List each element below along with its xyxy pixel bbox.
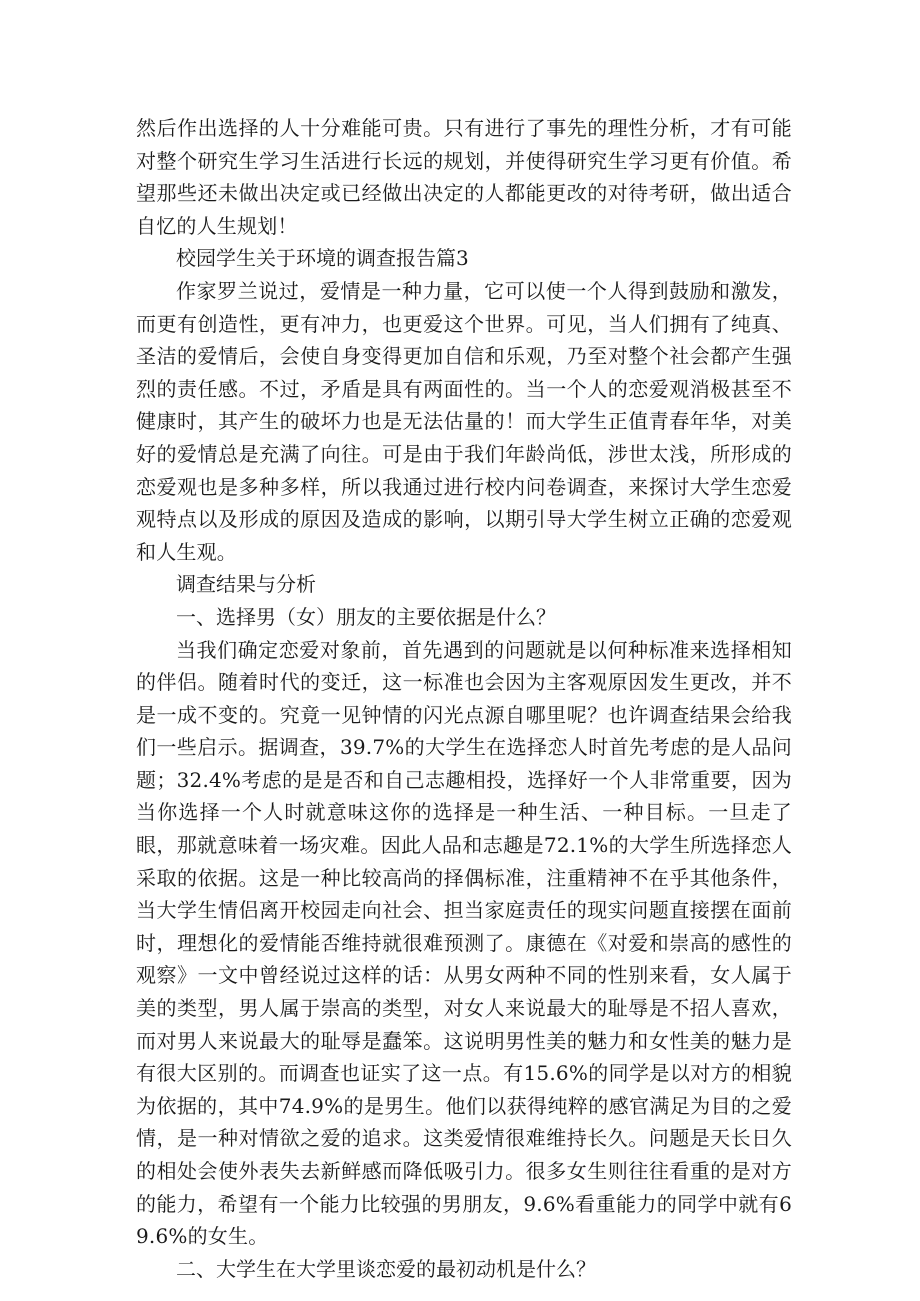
paragraph-continuation: 然后作出选择的人十分难能可贵。只有进行了事先的理性分析，才有可能对整个研究生学习生活进行长远的规划，并使得研究生学习更有价值。希望那些还未做出决定或已经做出决定的人都能更改的对待考研，做出适合自忆的人生规划！ <box>136 116 792 238</box>
paragraph-intro: 作家罗兰说过，爱情是一种力量，它可以使一个人得到鼓励和激发，而更有创造性，更有冲力，也更爱这个世界。可见，当人们拥有了纯真、圣洁的爱情后，会使自身变得更加自信和乐观，乃至对整个社会都产生强烈的责任感。不过，矛盾是具有两面性的。当一个人的恋爱观消极甚至不健康时，其产生的破坏力也是无法估量的！而大学生正值青春年华，对美好的爱情总是充满了向往。可是由于我们年龄尚低，涉世太浅，所形成的恋爱观也是多种多样，所以我通过进行校内问卷调查，来探讨大学生恋爱观特点以及形成的原因及造成的影响，以期引导大学生树立正确的恋爱观和人生观。 <box>136 278 792 564</box>
question-heading-2: 二、大学生在大学里谈恋爱的最初动机是什么？ <box>176 1256 596 1281</box>
section-title-article-3: 校园学生关于环境的调查报告篇3 <box>176 246 469 271</box>
paragraph-analysis-1: 当我们确定恋爱对象前，首先遇到的问题就是以何种标准来选择相知的伴侣。随着时代的变迁，这一标准也会因为主客观原因发生更改，并不是一成不变的。究竟一见钟情的闪光点源自哪里呢？也许调查结果会给我们一些启示。据调查，39.7%的大学生在选择恋人时首先考虑的是人品问题；32.4%考虑的是是否和自己志趣相投，选择好一个人非常重要，因为当你选择一个人时就意味这你的选择是一种生活、一种目标。一旦走了眼，那就意味着一场灾难。因此人品和志趣是72.1%的大学生所选择恋人采取的依据。这是一种比较高尚的择偶标准，注重精神不在乎其他条件，当大学生情侣离开校园走向社会、担当家庭责任的现实问题直接摆在面前时，理想化的爱情能否维持就很难预测了。康德在《对爱和崇高的感性的观察》一文中曾经说过这样的话：从男女两种不同的性别来看，女人属于美的类型，男人属于崇高的类型，对女人来说最大的耻辱是不招人喜欢，而对男人来说最大的耻辱是蠢笨。这说明男性美的魅力和女性美的魅力是有很大区别的。而调查也证实了这一点。有15.6%的同学是以对方的相貌为依据的，其中74.9%的是男生。他们以获得纯粹的感官满足为目的之爱情，是一种对情欲之爱的追求。这类爱情很难维持长久。问题是天长日久的相处会使外表失去新鲜感而降低吸引力。很多女生则往往看重的是对方的能力，希望有一个能力比较强的男朋友，9.6%看重能力的同学中就有69.6%的女生。 <box>136 637 792 1249</box>
document-body <box>136 112 792 1285</box>
question-heading-1: 一、选择男（女）朋友的主要依据是什么？ <box>176 604 556 629</box>
subheading-results: 调查结果与分析 <box>176 572 316 597</box>
